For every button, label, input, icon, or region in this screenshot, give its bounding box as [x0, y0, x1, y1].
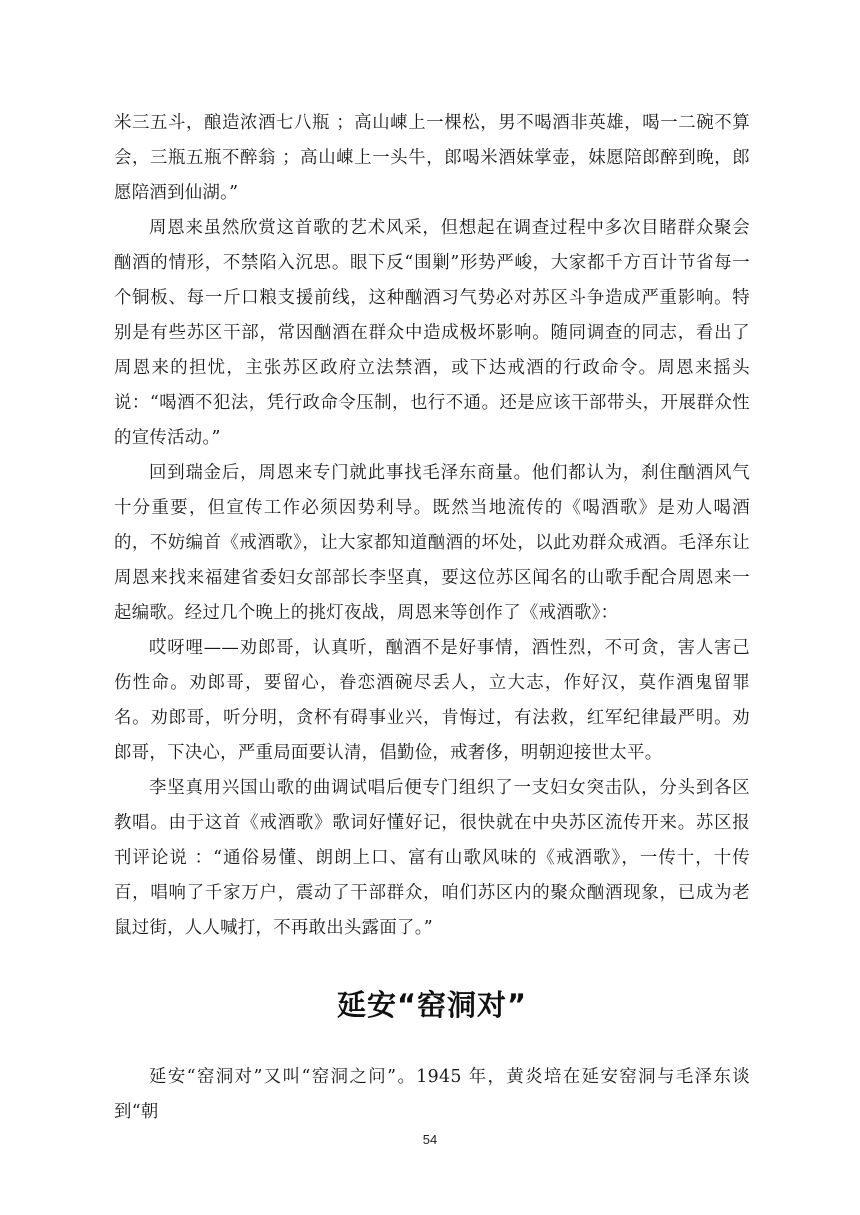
- paragraph-zhou-enlai-concern: 周恩来虽然欣赏这首歌的艺术风采，但想起在调查过程中多次目睹群众聚会酗酒的情形，不禁陷入沉思。眼下反“围剿”形势严峻，大家都千方百计节省每一个铜板、每一斤口粮支援前线，这种酗酒习气势必对苏区斗争造成严重影响。特别是有些苏区干部，常因酗酒在群众中造成极坏影响。随同调查的同志，看出了周恩来的担忧，主张苏区政府立法禁酒，或下达戒酒的行政命令。周恩来摇头说：“喝酒不犯法，凭行政命令压制，也行不通。还是应该干部带头，开展群众性的宣传活动。”: [114, 218, 750, 448]
- paragraph-yanan-cave-dialogue: 延安“窑洞对”又叫“窑洞之问”。1945 年，黄炎培在延安窑洞与毛泽东谈到“朝: [114, 1067, 750, 1122]
- paragraph-quit-drinking-song-lyrics: 哎呀哩——劝郎哥，认真听，酗酒不是好事情，酒性烈，不可贪，害人害己伤性命。劝郎哥，要留心，眷恋酒碗尽丢人，立大志，作好汉，莫作酒鬼留罪名。劝郎哥，听分明，贪杯有碍事业兴，肯悔过，有法救，红军纪律最严明。劝郎哥，下决心，严重局面要认清，倡勤俭，戒奢侈，明朝迎接世太平。: [114, 638, 750, 763]
- paragraph-ruijin-discussion: 回到瑞金后，周恩来专门就此事找毛泽东商量。他们都认为，刹住酗酒风气十分重要，但宣传工作必须因势利导。既然当地流传的《喝酒歌》是劝人喝酒的，不妨编首《戒酒歌》，让大家都知道酗酒的坏处，以此劝群众戒酒。毛泽东让周恩来找来福建省委妇女部部长李坚真，要这位苏区闻名的山歌手配合周恩来一起编歌。经过几个晚上的挑灯夜战，周恩来等创作了《戒酒歌》：: [114, 463, 750, 623]
- section-title: 延安“窑洞对”: [336, 988, 528, 1022]
- paragraph-song-spread: 李坚真用兴国山歌的曲调试唱后便专门组织了一支妇女突击队，分头到各区教唱。由于这首《戒酒歌》歌词好懂好记，很快就在中央苏区流传开来。苏区报刊评论说 ：“通俗易懂、朗朗上口、富有山歌风味的《戒酒歌》，一传十，十传百，唱响了千家万户，震动了干部群众，咱们苏区内的聚众酗酒现象，已成为老鼠过街，人人喊打，不再敢出头露面了。”: [114, 778, 750, 938]
- document-page-body: [114, 106, 750, 1130]
- page-number: 54: [422, 1132, 438, 1147]
- paragraph-drinking-song-end: 米三五斗，酿造浓酒七八瓶 ；高山崠上一棵松，男不喝酒非英雄，喝一二碗不算会，三瓶五瓶不醉翁 ；高山崠上一头牛，郎喝米酒妹掌壶，妹愿陪郎醉到晚，郎愿陪酒到仙湖。”: [114, 113, 750, 203]
